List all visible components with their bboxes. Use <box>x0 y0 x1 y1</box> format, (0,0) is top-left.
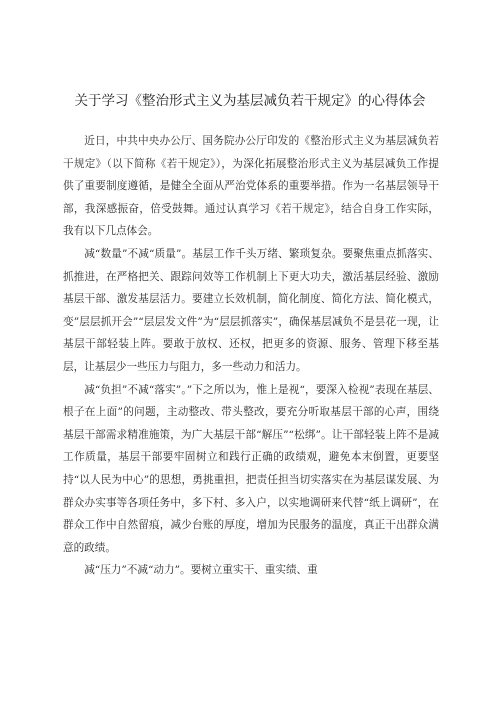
document-title: 关于学习《整治形式主义为基层减负若干规定》的心得体会 <box>74 93 426 109</box>
document-body <box>63 130 439 582</box>
paragraph-intro: 近日，中共中央办公厅、国务院办公厅印发的《整治形式主义为基层减负若干规定》（以下简称《若干规定》），为深化拓展整治形式主义为基层减负工作提供了重要制度遵循，是健全全面从严治党体系的重要举措。作为一名基层领导干部，我深感振奋，倍受鼓舞。通过认真学习《若干规定》，结合自身工作实际，我有以下几点体会。 <box>63 135 439 238</box>
paragraph-pressure-motivation: 减“压力”不减“动力”。要树立重实干、重实绩、重 <box>84 564 318 577</box>
paragraph-quantity-quality: 减“数量”不减“质量”。基层工作千头万绪、繁琐复杂。要聚焦重点抓落实、抓推进，在严格把关、跟踪问效等工作机制上下更大功夫，激活基层经验、激励基层干部、激发基层活力。要建立长效机制，简化制度、简化方法、简化模式，变”层层抓开会”“层层发文件”为“层层抓落实”，确保基层减负不是昙花一现，让基层干部轻装上阵。要敢于放权、还权，把更多的资源、服务、管理下移至基层，让基层少一些压力与阻力，多一些动力和活力。 <box>63 247 439 373</box>
paragraph-burden-implementation: 减“负担”不减“落实”。”下之所以为，惟上是视“，要深入检视”表现在基层、根子在上面”的问题，主动整改、带头整改，要充分听取基层干部的心声，围绕基层干部需求精准施策，为广大基层干部“解压”“松绑”。让干部轻装上阵不是减工作质量，基层干部要牢固树立和践行正确的政绩观，避免本末倒置，更要坚持“以人民为中心”的思想，勇挑重担，把责任担当切实落实在为基层谋发展、为群众办实事等各项任务中，多下村、多入户，以实地调研来代替“纸上调研”，在群众工作中自然留痕，减少台账的厚度，增加为民服务的温度，真正干出群众满意的政绩。 <box>63 383 439 554</box>
